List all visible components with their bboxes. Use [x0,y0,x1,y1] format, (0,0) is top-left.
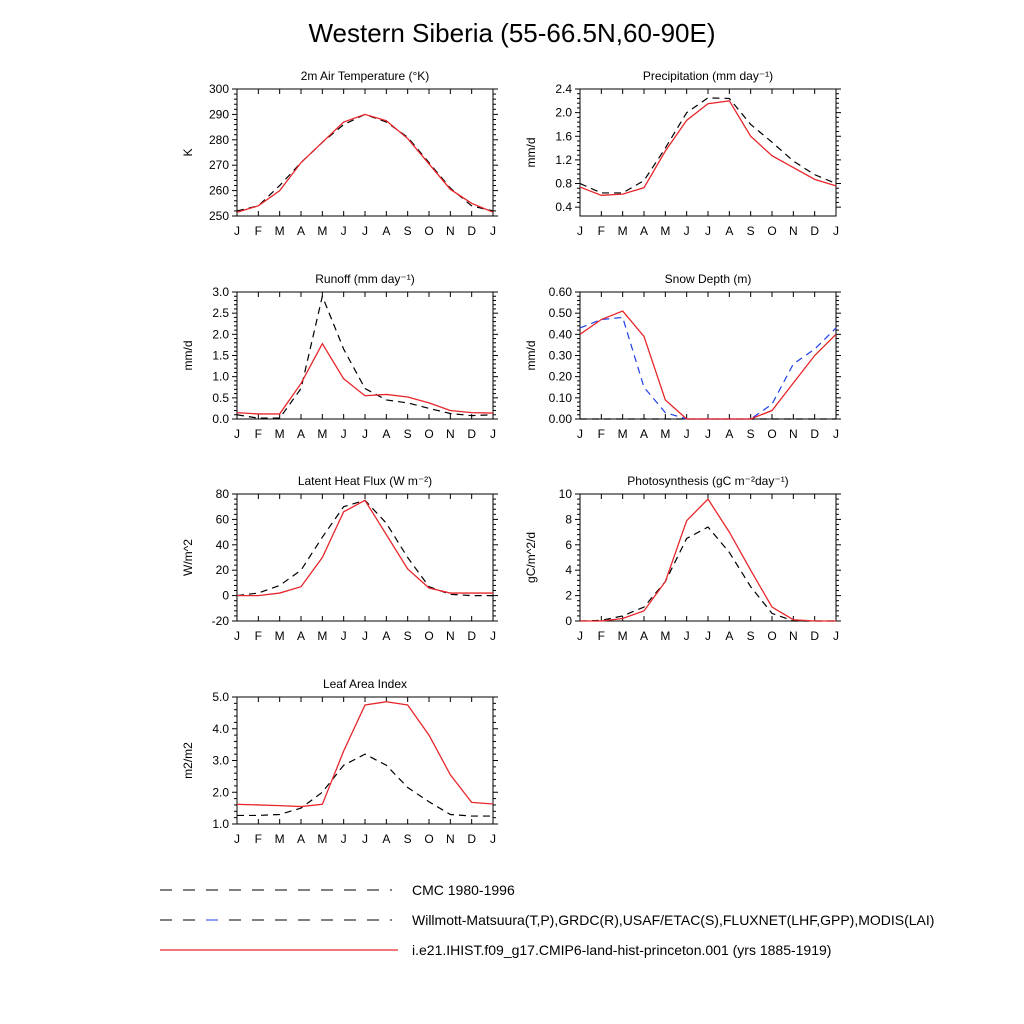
x-tick-label: J [340,224,347,238]
x-tick-label: J [234,832,240,846]
x-tick-label: M [317,427,328,441]
x-tick-label: J [490,629,496,643]
y-tick-label: 2.0 [212,785,229,800]
x-tick-label: F [254,427,263,441]
x-tick-label: A [296,224,306,238]
x-tick-label: J [340,629,347,643]
x-tick-label: D [810,629,820,643]
series-line-obs [580,527,836,621]
y-tick-label: 300 [208,82,229,96]
legend-row-obs [160,910,935,930]
panel-snowdepth [524,272,841,441]
panel-latentheat [181,474,498,643]
y-tick-label: 250 [208,209,229,223]
legend-row-cmc [160,880,515,900]
series-line-obs [237,500,493,595]
legend-label-cmc: CMC 1980-1996 [412,882,515,898]
y-axis-label: W/m^2 [181,539,195,576]
x-tick-label: J [362,224,368,238]
x-tick-label: M [660,629,671,643]
x-tick-label: O [767,224,777,238]
y-tick-label: 0.5 [212,390,229,405]
panel-runoff [181,272,498,441]
y-tick-label: 260 [208,183,229,198]
x-tick-label: M [274,629,285,643]
series-line-obs [237,114,493,211]
panel-lai [181,677,498,846]
panel-title: Latent Heat Flux (W m⁻²) [297,474,433,488]
series-line-obs [237,754,493,816]
y-tick-label: 5.0 [212,690,229,704]
series-line-model [580,101,836,196]
y-tick-label: 6 [565,537,572,552]
y-tick-label: 3.0 [212,285,229,299]
x-tick-label: N [788,629,798,643]
x-tick-label: D [467,427,477,441]
y-tick-label: 0.30 [548,348,572,363]
x-tick-label: J [362,629,368,643]
x-tick-label: F [597,629,606,643]
series-line-model [237,500,493,595]
y-tick-label: 0.00 [548,412,572,426]
x-tick-label: J [340,427,347,441]
y-axis-label: mm/d [524,340,538,371]
y-tick-label: 8 [565,512,572,527]
panel-title: Leaf Area Index [322,677,408,691]
series-line-obs [580,98,836,193]
x-tick-label: J [683,427,690,441]
x-tick-label: J [340,832,347,846]
y-tick-label: 0.20 [548,369,572,384]
plot-frame [580,89,836,216]
x-tick-label: J [234,629,240,643]
x-tick-label: M [660,224,671,238]
x-tick-label: J [362,832,368,846]
x-tick-label: F [254,224,263,238]
series-line-model [580,311,836,419]
x-tick-label: O [767,629,777,643]
x-tick-label: A [725,629,734,643]
y-tick-label: 0.50 [548,306,572,321]
x-tick-label: M [317,224,328,238]
y-tick-label: 40 [215,537,229,552]
plot-frame [237,89,493,216]
x-tick-label: D [810,427,820,441]
x-tick-label: A [639,427,649,441]
x-tick-label: D [467,832,477,846]
x-tick-label: A [725,427,734,441]
x-tick-label: J [705,427,711,441]
y-tick-label: 60 [215,512,229,527]
x-tick-label: J [683,629,690,643]
x-tick-label: F [254,629,263,643]
series-line-model [237,114,493,212]
panel-title: Photosynthesis (gC m⁻²day⁻¹) [627,474,789,488]
x-tick-label: J [490,427,496,441]
x-tick-label: A [296,629,306,643]
legend-line-model [160,940,400,960]
y-tick-label: 0.40 [548,327,572,342]
x-tick-label: N [788,224,798,238]
y-tick-label: 4.0 [212,721,229,736]
y-tick-label: -20 [211,614,229,628]
x-tick-label: A [382,629,391,643]
x-tick-label: S [746,224,755,238]
y-tick-label: 0.10 [548,390,572,405]
panel-temperature [181,69,498,238]
x-tick-label: D [467,629,477,643]
plot-frame [580,494,836,621]
y-tick-label: 3.0 [212,753,229,768]
panel-precipitation [524,69,841,238]
legend-line-obs [160,910,400,930]
x-tick-label: O [767,427,777,441]
x-tick-label: J [683,224,690,238]
x-tick-label: M [274,832,285,846]
x-tick-label: S [403,224,412,238]
y-tick-label: 0 [565,614,572,628]
x-tick-label: M [617,224,628,238]
x-tick-label: A [382,832,391,846]
y-tick-label: 2.0 [555,105,572,120]
y-tick-label: 2.0 [212,327,229,342]
x-tick-label: S [403,427,412,441]
x-tick-label: S [746,629,755,643]
y-tick-label: 1.5 [212,348,229,363]
panel-photosynthesis [524,474,841,643]
x-tick-label: N [788,427,798,441]
panel-title: Runoff (mm day⁻¹) [315,272,415,286]
legend-label-model: i.e21.IHIST.f09_g17.CMIP6-land-hist-princeton.001 (yrs 1885-1919) [412,942,832,958]
x-tick-label: S [403,629,412,643]
x-tick-label: S [403,832,412,846]
series-line-obs [237,296,493,418]
x-tick-label: A [639,629,649,643]
y-tick-label: 270 [208,158,229,173]
plot-frame [237,494,493,621]
x-tick-label: O [424,224,434,238]
y-axis-label: K [181,148,195,157]
legend-row-model [160,940,832,960]
panel-title: Snow Depth (m) [664,272,752,286]
y-tick-label: 10 [558,487,572,501]
series-line-model [580,499,836,621]
x-tick-label: J [577,629,583,643]
x-tick-label: A [382,427,391,441]
x-tick-label: N [445,427,455,441]
x-tick-label: A [382,224,391,238]
y-tick-label: 0.60 [548,285,572,299]
x-tick-label: M [317,629,328,643]
y-tick-label: 20 [215,563,229,578]
x-tick-label: J [362,427,368,441]
y-tick-label: 80 [215,487,229,501]
plot-frame [237,292,493,419]
x-tick-label: D [810,224,820,238]
x-tick-label: J [705,629,711,643]
x-tick-label: A [296,427,306,441]
y-axis-label: gC/m^2/d [524,532,538,583]
x-tick-label: M [274,224,285,238]
y-axis-label: m2/m2 [181,742,195,779]
y-tick-label: 0.0 [212,412,229,426]
x-tick-label: O [424,832,434,846]
y-tick-label: 280 [208,132,229,147]
y-tick-label: 0.8 [555,176,572,191]
panel-title: Precipitation (mm day⁻¹) [642,69,774,83]
x-tick-label: A [296,832,306,846]
y-axis-label: mm/d [181,340,195,371]
series-line-obs [580,317,836,419]
legend-label-obs: Willmott-Matsuura(T,P),GRDC(R),USAF/ETAC(S),FLUXNET(LHF,GPP),MODIS(LAI) [412,912,935,928]
x-tick-label: O [424,427,434,441]
y-tick-label: 1.0 [212,369,229,384]
x-tick-label: A [725,224,734,238]
figure-title: Western Siberia (55-66.5N,60-90E) [308,18,716,48]
x-tick-label: J [490,224,496,238]
x-tick-label: J [833,427,839,441]
y-tick-label: 2.4 [555,82,572,96]
x-tick-label: J [234,427,240,441]
y-tick-label: 1.0 [212,817,229,831]
x-tick-label: N [445,629,455,643]
x-tick-label: O [424,629,434,643]
x-tick-label: M [317,832,328,846]
x-tick-label: J [577,224,583,238]
x-tick-label: M [617,427,628,441]
y-tick-label: 0 [222,588,229,603]
y-tick-label: 2.5 [212,306,229,321]
x-tick-label: J [577,427,583,441]
y-tick-label: 1.6 [555,129,572,144]
plot-frame [580,292,836,419]
y-tick-label: 290 [208,107,229,122]
x-tick-label: M [617,629,628,643]
y-axis-label: mm/d [524,137,538,168]
x-tick-label: A [639,224,649,238]
y-tick-label: 0.4 [555,200,572,215]
x-tick-label: J [234,224,240,238]
panel-title: 2m Air Temperature (°K) [300,69,430,83]
x-tick-label: S [746,427,755,441]
x-tick-label: M [660,427,671,441]
x-tick-label: J [705,224,711,238]
series-line-model [237,344,493,414]
x-tick-label: N [445,832,455,846]
legend-line-cmc [160,880,400,900]
x-tick-label: F [254,832,263,846]
x-tick-label: F [597,427,606,441]
x-tick-label: F [597,224,606,238]
x-tick-label: J [490,832,496,846]
y-tick-label: 2 [565,588,572,603]
x-tick-label: D [467,224,477,238]
x-tick-label: N [445,224,455,238]
x-tick-label: J [833,224,839,238]
y-tick-label: 1.2 [555,152,572,167]
x-tick-label: J [833,629,839,643]
y-tick-label: 4 [565,563,572,578]
x-tick-label: M [274,427,285,441]
